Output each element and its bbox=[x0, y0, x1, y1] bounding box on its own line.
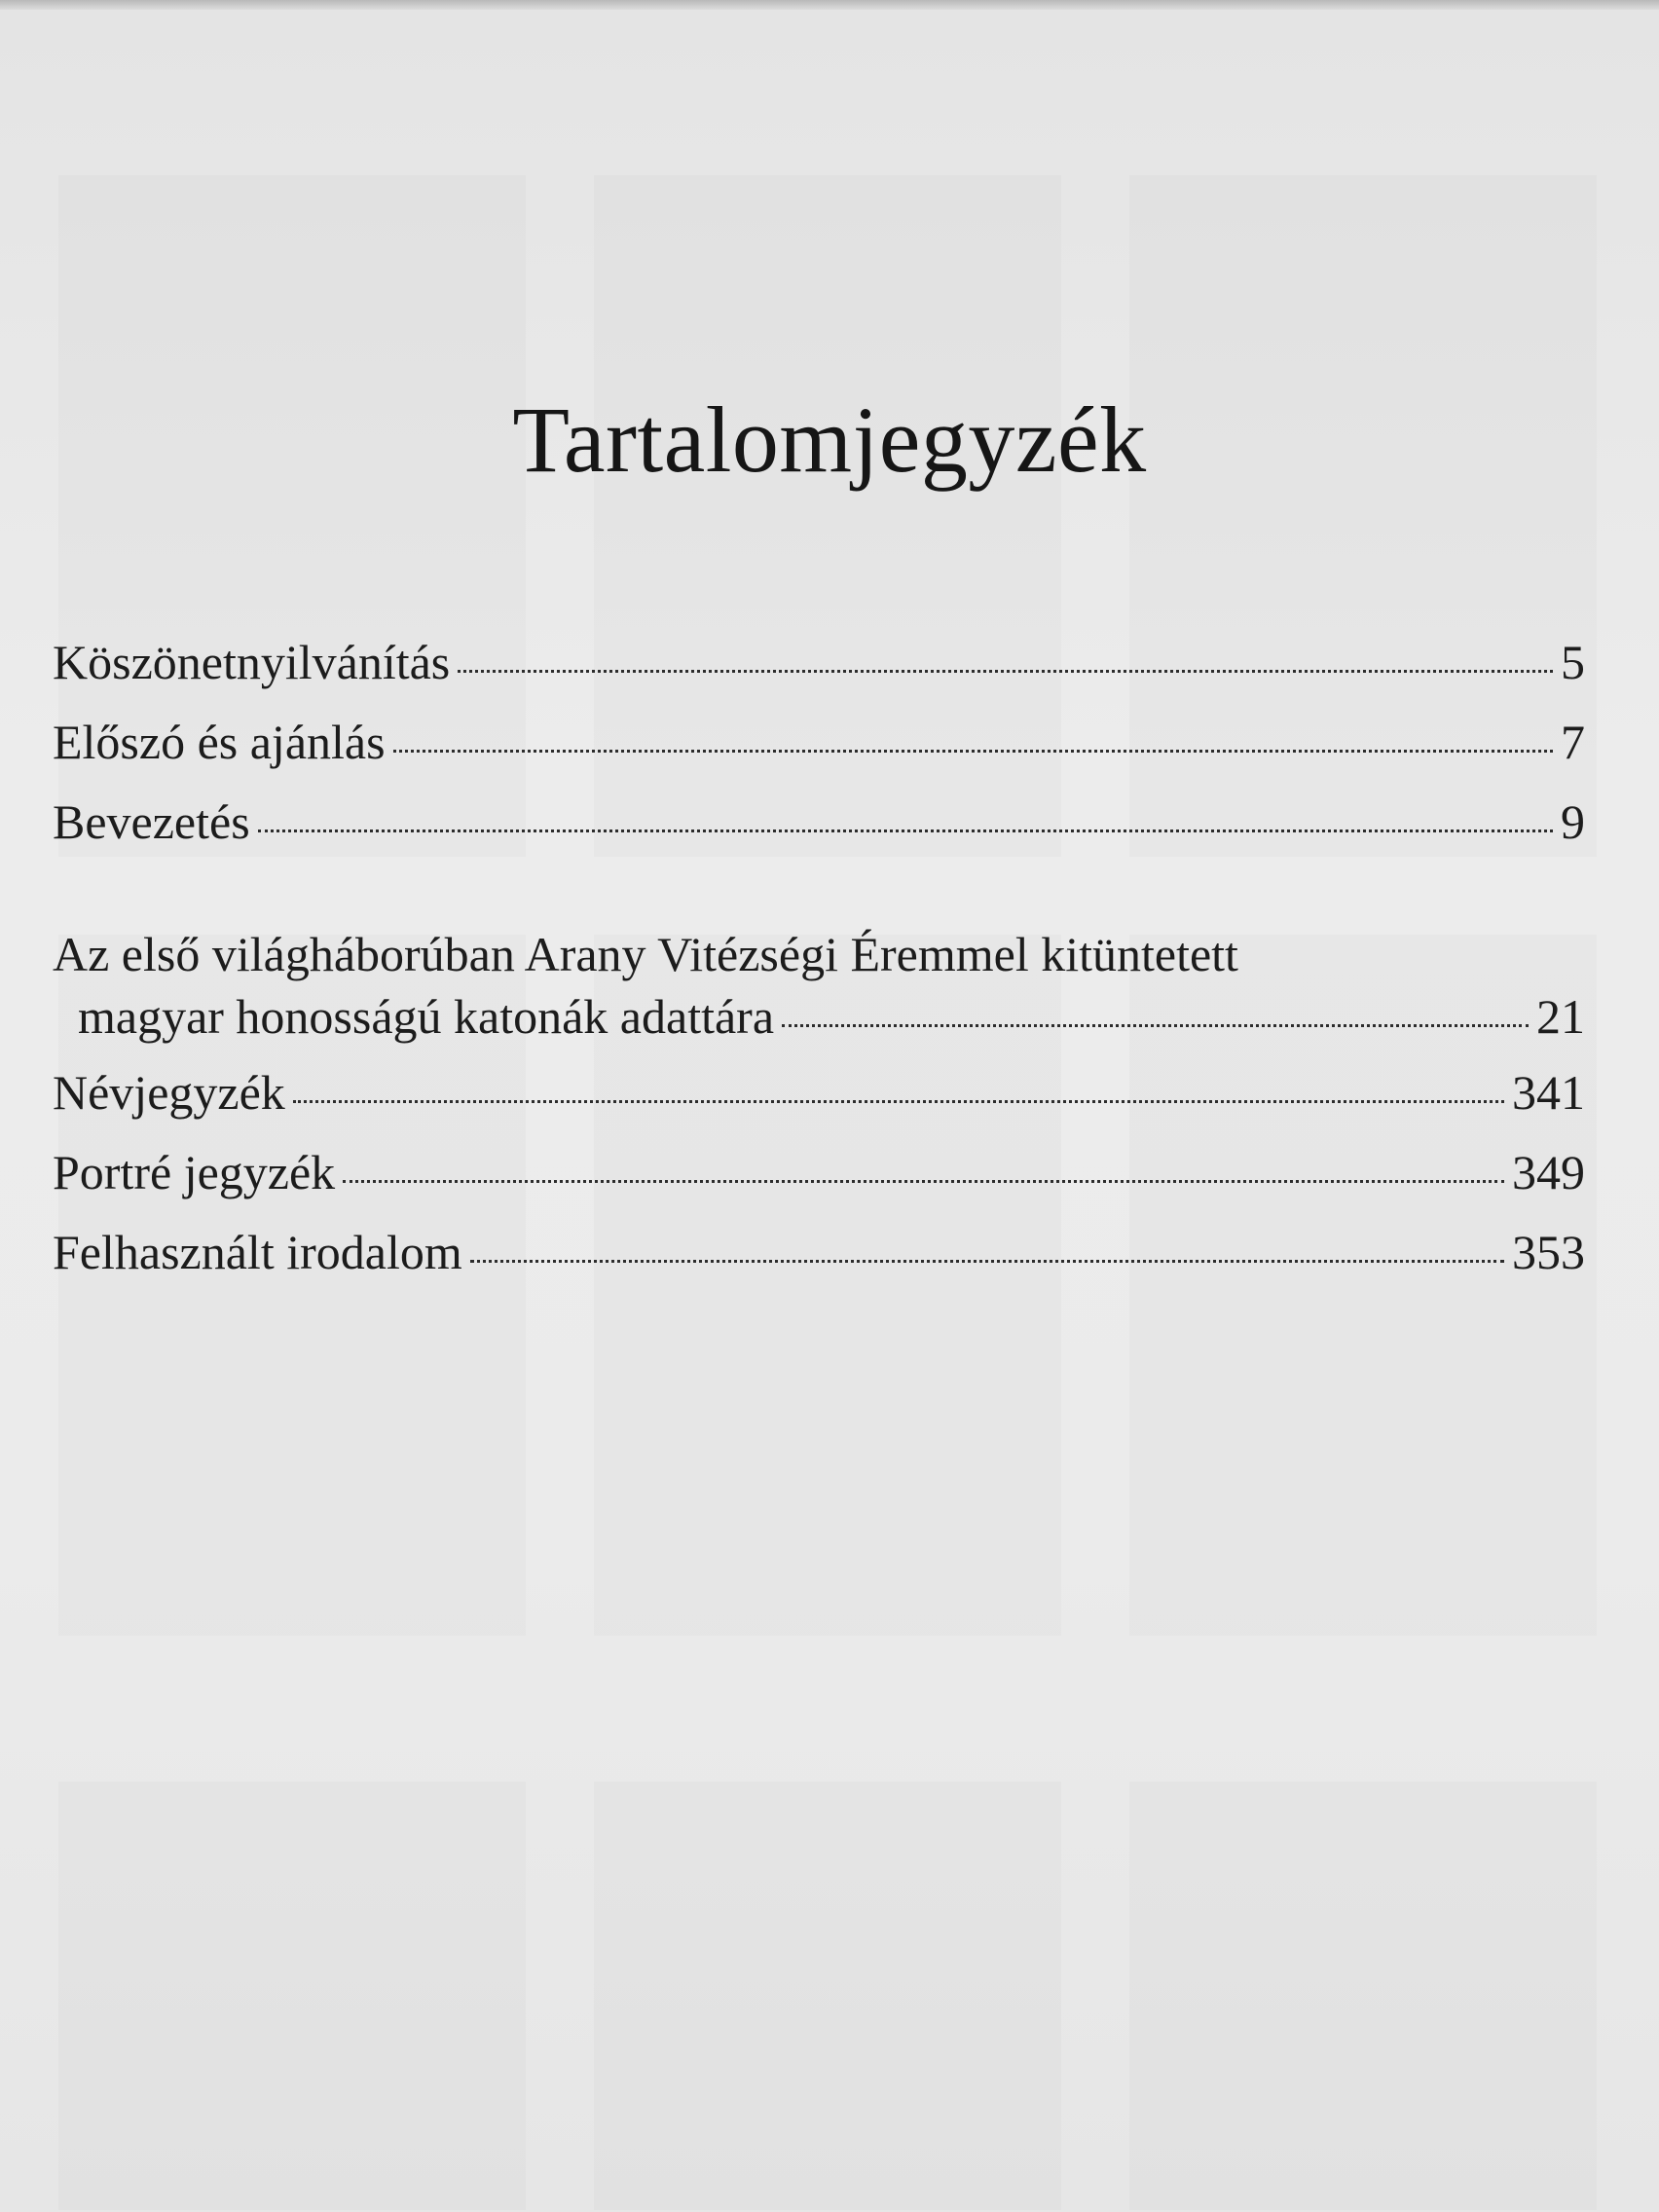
toc-entry-line2 bbox=[53, 985, 1585, 1053]
dot-leader bbox=[470, 1260, 1504, 1263]
dot-leader bbox=[343, 1180, 1504, 1183]
toc-entry-page: 9 bbox=[1561, 794, 1585, 849]
toc-entry-page: 7 bbox=[1561, 715, 1585, 769]
toc-entry[interactable] bbox=[53, 783, 1585, 863]
bleed-through-panel bbox=[594, 1782, 1061, 2210]
toc-entry-page: 21 bbox=[1536, 989, 1585, 1044]
toc-entry[interactable] bbox=[53, 623, 1585, 703]
toc-entry-label: Névjegyzék bbox=[53, 1065, 285, 1120]
toc-entry-label: Köszönetnyilvánítás bbox=[53, 635, 451, 689]
toc-entry-label: Bevezetés bbox=[53, 794, 250, 849]
dot-leader bbox=[458, 670, 1553, 673]
dot-leader bbox=[293, 1100, 1504, 1103]
toc-entry-page: 353 bbox=[1512, 1225, 1585, 1279]
toc-entry-page: 349 bbox=[1512, 1145, 1585, 1199]
dot-leader bbox=[258, 830, 1553, 832]
toc-entry[interactable] bbox=[53, 703, 1585, 783]
page-top-edge bbox=[0, 0, 1659, 10]
page-title: Tartalomjegyzék bbox=[512, 387, 1147, 492]
bleed-through-panel bbox=[1129, 1782, 1597, 2210]
toc-entry-label-line1: Az első világháborúban Arany Vitézségi Éremmel kitüntetett bbox=[53, 927, 1238, 981]
toc-entry-label-line2: magyar honosságú katonák adattára bbox=[78, 989, 775, 1044]
dot-leader bbox=[393, 750, 1553, 753]
toc-entry[interactable] bbox=[53, 1213, 1585, 1293]
toc-entry-page: 5 bbox=[1561, 635, 1585, 689]
dot-leader bbox=[782, 1024, 1529, 1027]
table-of-contents bbox=[53, 623, 1585, 1293]
toc-entry-page: 341 bbox=[1512, 1065, 1585, 1120]
toc-entry[interactable] bbox=[53, 1133, 1585, 1213]
bleed-through-panel bbox=[58, 1782, 526, 2210]
toc-entry-main[interactable] bbox=[53, 923, 1585, 1053]
toc-entry[interactable] bbox=[53, 1053, 1585, 1133]
toc-entry-label: Előszó és ajánlás bbox=[53, 715, 386, 769]
toc-entry-label: Felhasznált irodalom bbox=[53, 1225, 462, 1279]
toc-entry-label: Portré jegyzék bbox=[53, 1145, 336, 1199]
